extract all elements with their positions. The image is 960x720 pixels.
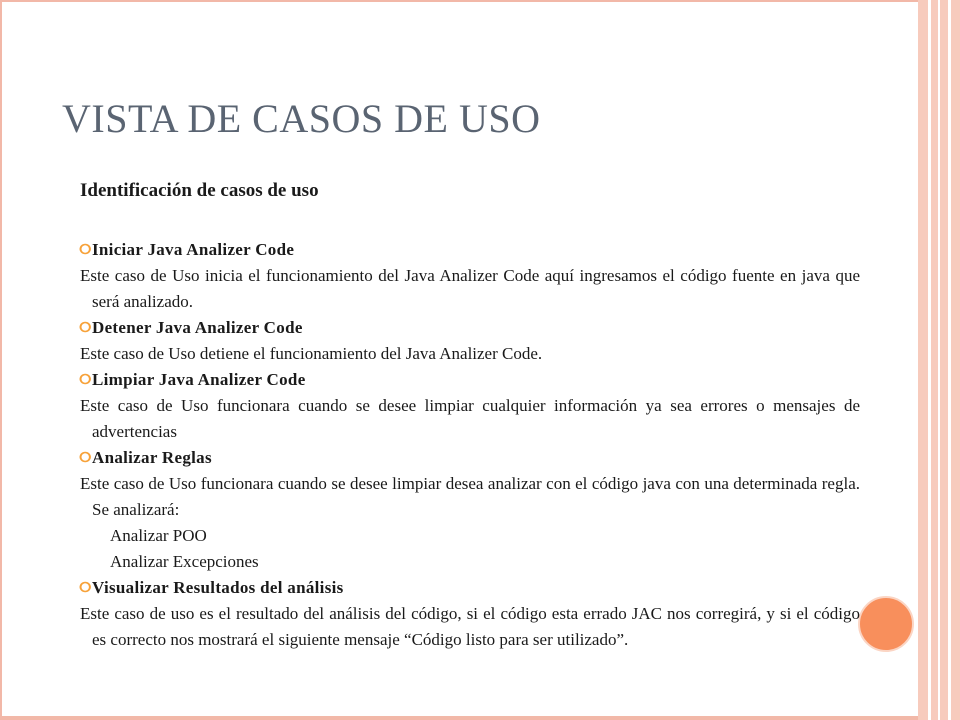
bullet-ring-icon: ⵔ [79,373,92,388]
use-case-heading-text: Analizar Reglas [92,448,212,467]
bullet-ring-icon: ⵔ [79,581,92,596]
use-case-description: Este caso de Uso funcionara cuando se desee limpiar desea analizar con el código java con una determinada regla. Se analizará: [80,474,860,519]
side-stripe [948,0,951,720]
list-item [80,575,860,653]
list-item [80,237,860,315]
accent-circle [858,596,914,652]
use-case-list [80,237,860,653]
slide-title: VISTA DE CASOS DE USO [62,96,541,141]
side-stripe [928,0,931,720]
use-case-heading [80,575,860,601]
use-case-heading-text: Iniciar Java Analizer Code [92,240,295,259]
use-case-subitem: Analizar Excepciones [110,552,259,571]
use-case-description: Este caso de uso es el resultado del análisis del código, si el código esta errado JAC nos corregirá, y si el código es correcto nos mostrará el siguiente mensaje “Código listo para ser utilizado”. [80,604,860,649]
slide-frame-bottom [0,716,920,720]
bullet-ring-icon: ⵔ [79,451,92,466]
list-item [80,367,860,445]
use-case-heading-text: Visualizar Resultados del análisis [92,578,344,597]
use-case-heading [80,315,860,341]
slide-frame-left [0,0,2,720]
use-case-description: Este caso de Uso funcionara cuando se desee limpiar cualquier información ya sea errores o mensajes de advertencias [80,396,860,441]
use-case-heading [80,237,860,263]
list-item [80,445,860,575]
slide-frame-top [0,0,920,2]
use-case-heading-text: Detener Java Analizer Code [92,318,303,337]
decorative-side-bars [918,0,960,720]
use-case-heading [80,367,860,393]
use-case-heading-text: Limpiar Java Analizer Code [92,370,306,389]
side-stripe [938,0,940,720]
bullet-ring-icon: ⵔ [79,243,92,258]
use-case-heading [80,445,860,471]
use-case-subitem: Analizar POO [110,526,207,545]
use-case-description: Este caso de Uso inicia el funcionamiento del Java Analizer Code aquí ingresamos el código fuente en java que será analizado. [80,266,860,311]
use-case-description: Este caso de Uso detiene el funcionamiento del Java Analizer Code. [80,344,543,363]
bullet-ring-icon: ⵔ [79,321,92,336]
slide-subtitle: Identificación de casos de uso [80,180,319,201]
list-item [80,315,860,367]
